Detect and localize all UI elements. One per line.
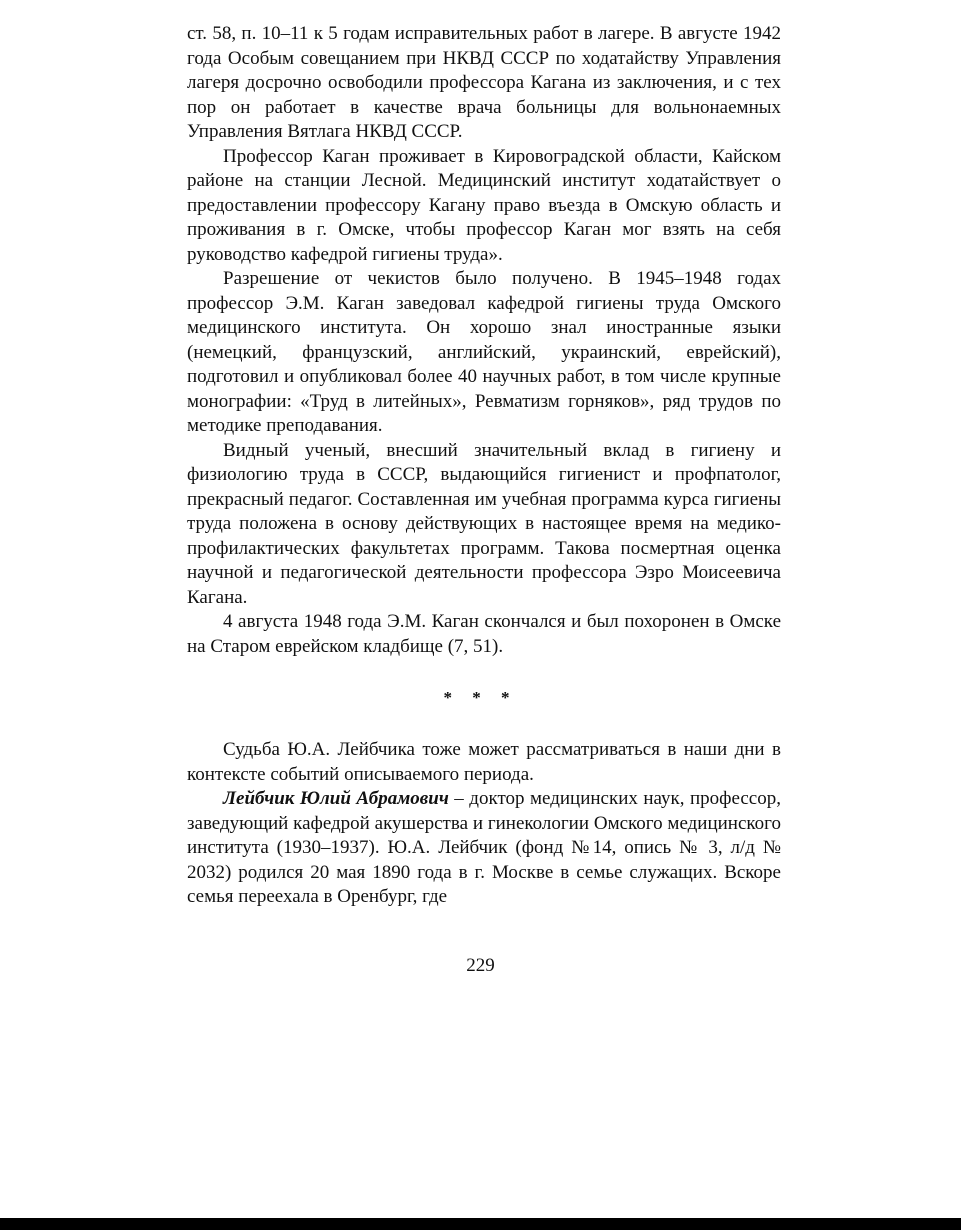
paragraph: Видный ученый, внесший значительный вклад в гигиену и физиологию труда в СССР, выдающийся гигиенист и профпатолог, прекрасный педагог. Составленная им учебная программа курса гигиены труда положена в основу действующих в настоящее время на медико-профилактических факультетах программ. Такова посмертная оценка научной и педагогической деятельности профессора Эзро Моисеевича Кагана.	[187, 439, 781, 608]
lower-text-block	[187, 738, 781, 910]
biography-paragraph	[187, 787, 781, 910]
bottom-scan-edge	[0, 1218, 961, 1230]
upper-text-block	[187, 22, 781, 659]
person-name: Лейбчик Юлий Абрамович	[223, 788, 449, 809]
paragraph: Разрешение от чекистов было получено. В 1945–1948 годах профессор Э.М. Каган заведовал кафедрой гигиены труда Омского медицинского института. Он хорошо знал иностранные языки (немецкий, французский, английский, украинский, еврейский), подготовил и опубликовал более 40 научных работ, в том числе крупные монографии: «Труд в литейных», Ревматизм горняков», ряд трудов по методике преподавания.	[187, 268, 781, 436]
paragraph: 4 августа 1948 года Э.М. Каган скончался и был похоронен в Омске на Старом еврейском кладбище (7, 51).	[187, 611, 781, 657]
page-number: 229	[466, 955, 495, 976]
paragraph: Профессор Каган проживает в Кировоградской области, Кайском районе на станции Лесной. Медицинский институт ходатайствует о предоставлении профессору Кагану право въезда в Омскую область и проживания в г. Омске, чтобы профессор Каган мог взять на себя руководство кафедрой гигиены труда».	[187, 145, 781, 265]
intro-paragraph: Судьба Ю.А. Лейбчика тоже может рассматриваться в наши дни в контексте событий описываемого периода.	[187, 739, 781, 785]
paragraph: ст. 58, п. 10–11 к 5 годам исправительных работ в лагере. В августе 1942 года Особым совещанием при НКВД СССР по ходатайству Управления лагеря досрочно освободили профессора Кагана из заключения, и с тех пор он работает в качестве врача больницы для вольнонаемных Управления Вятлага НКВД СССР.	[187, 23, 781, 142]
section-separator: * * *	[443, 688, 518, 707]
biography-text: – доктор медицинских наук, профессор, заведующий кафедрой акушерства и гинекологии Омского медицинского института (1930–1937). Ю.А. Лейбчик (фонд №14, опись № 3, л/д № 2032) родился 20 мая 1890 года в г. Москве в семье служащих. Вскоре семья переехала в Оренбург, где	[187, 788, 781, 907]
